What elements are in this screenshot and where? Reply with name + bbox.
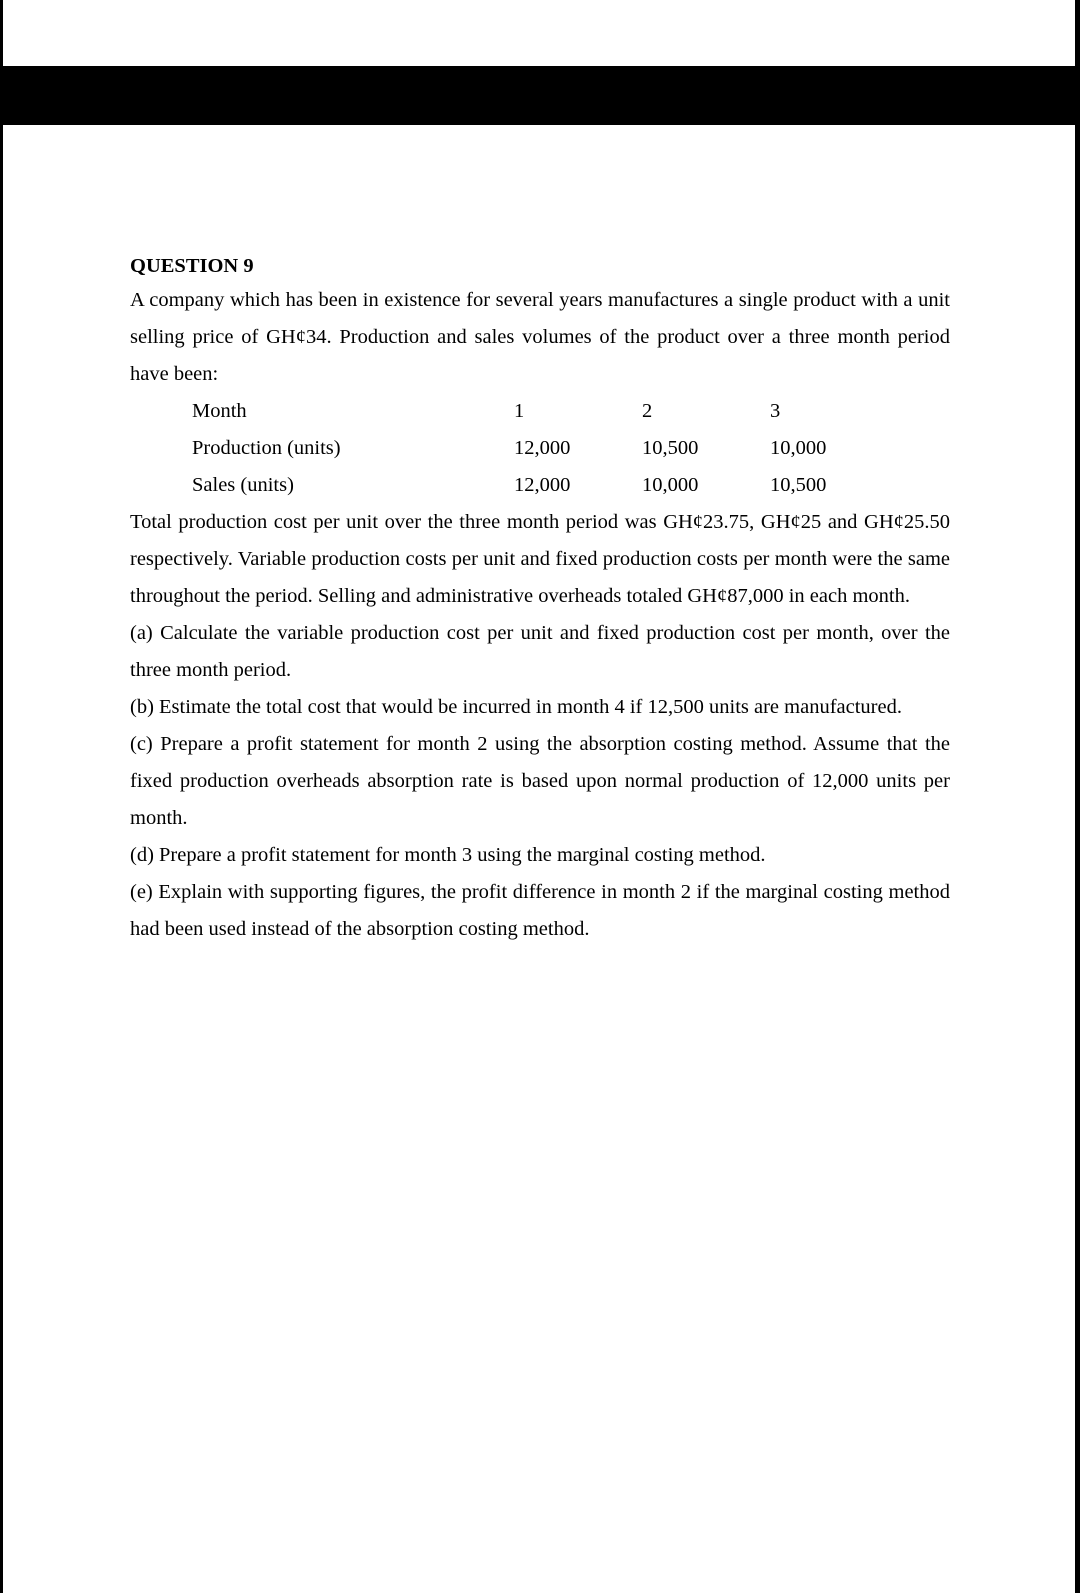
question-title: QUESTION 9 — [130, 255, 254, 277]
table-cell: 12,000 — [514, 437, 571, 459]
table-cell: 12,000 — [514, 474, 571, 496]
table-header-row — [192, 393, 870, 430]
production-sales-table — [192, 393, 870, 504]
table-header-label: Month — [192, 400, 247, 422]
table-cell: 10,000 — [770, 437, 827, 459]
question-content — [130, 250, 950, 948]
black-band — [0, 66, 1080, 125]
table-row — [192, 467, 870, 504]
page-top-margin — [3, 0, 1075, 66]
part-b: (b) Estimate the total cost that would be incurred in month 4 if 12,500 units are manufactured. — [130, 696, 902, 718]
part-c: (c) Prepare a profit statement for month 2 using the absorption costing method. Assume that the fixed production overheads absorption rate is based upon normal production of 12,000 units per month. — [130, 733, 950, 829]
table-cell: 10,500 — [642, 437, 699, 459]
part-d: (d) Prepare a profit statement for month 3 using the marginal costing method. — [130, 844, 766, 866]
row-label: Sales (units) — [192, 474, 294, 496]
table-header-cell: 2 — [642, 400, 653, 422]
part-e: (e) Explain with supporting figures, the profit difference in month 2 if the marginal costing method had been used instead of the absorption costing method. — [130, 881, 950, 940]
table-cell: 10,500 — [770, 474, 827, 496]
question-body: Total production cost per unit over the three month period was GH¢23.75, GH¢25 and GH¢25.50 respectively. Variable production costs per unit and fixed production costs per month were the same throughout the period. Selling and administrative overheads totaled GH¢87,000 in each month. — [130, 511, 950, 607]
table-row — [192, 430, 870, 467]
table-cell: 10,000 — [642, 474, 699, 496]
table-header-cell: 1 — [514, 400, 525, 422]
table-header-cell: 3 — [770, 400, 781, 422]
row-label: Production (units) — [192, 437, 341, 459]
part-a: (a) Calculate the variable production cost per unit and fixed production cost per month, over the three month period. — [130, 622, 950, 681]
question-intro: A company which has been in existence for several years manufactures a single product with a unit selling price of GH¢34. Production and sales volumes of the product over a three month period have been: — [130, 289, 950, 385]
